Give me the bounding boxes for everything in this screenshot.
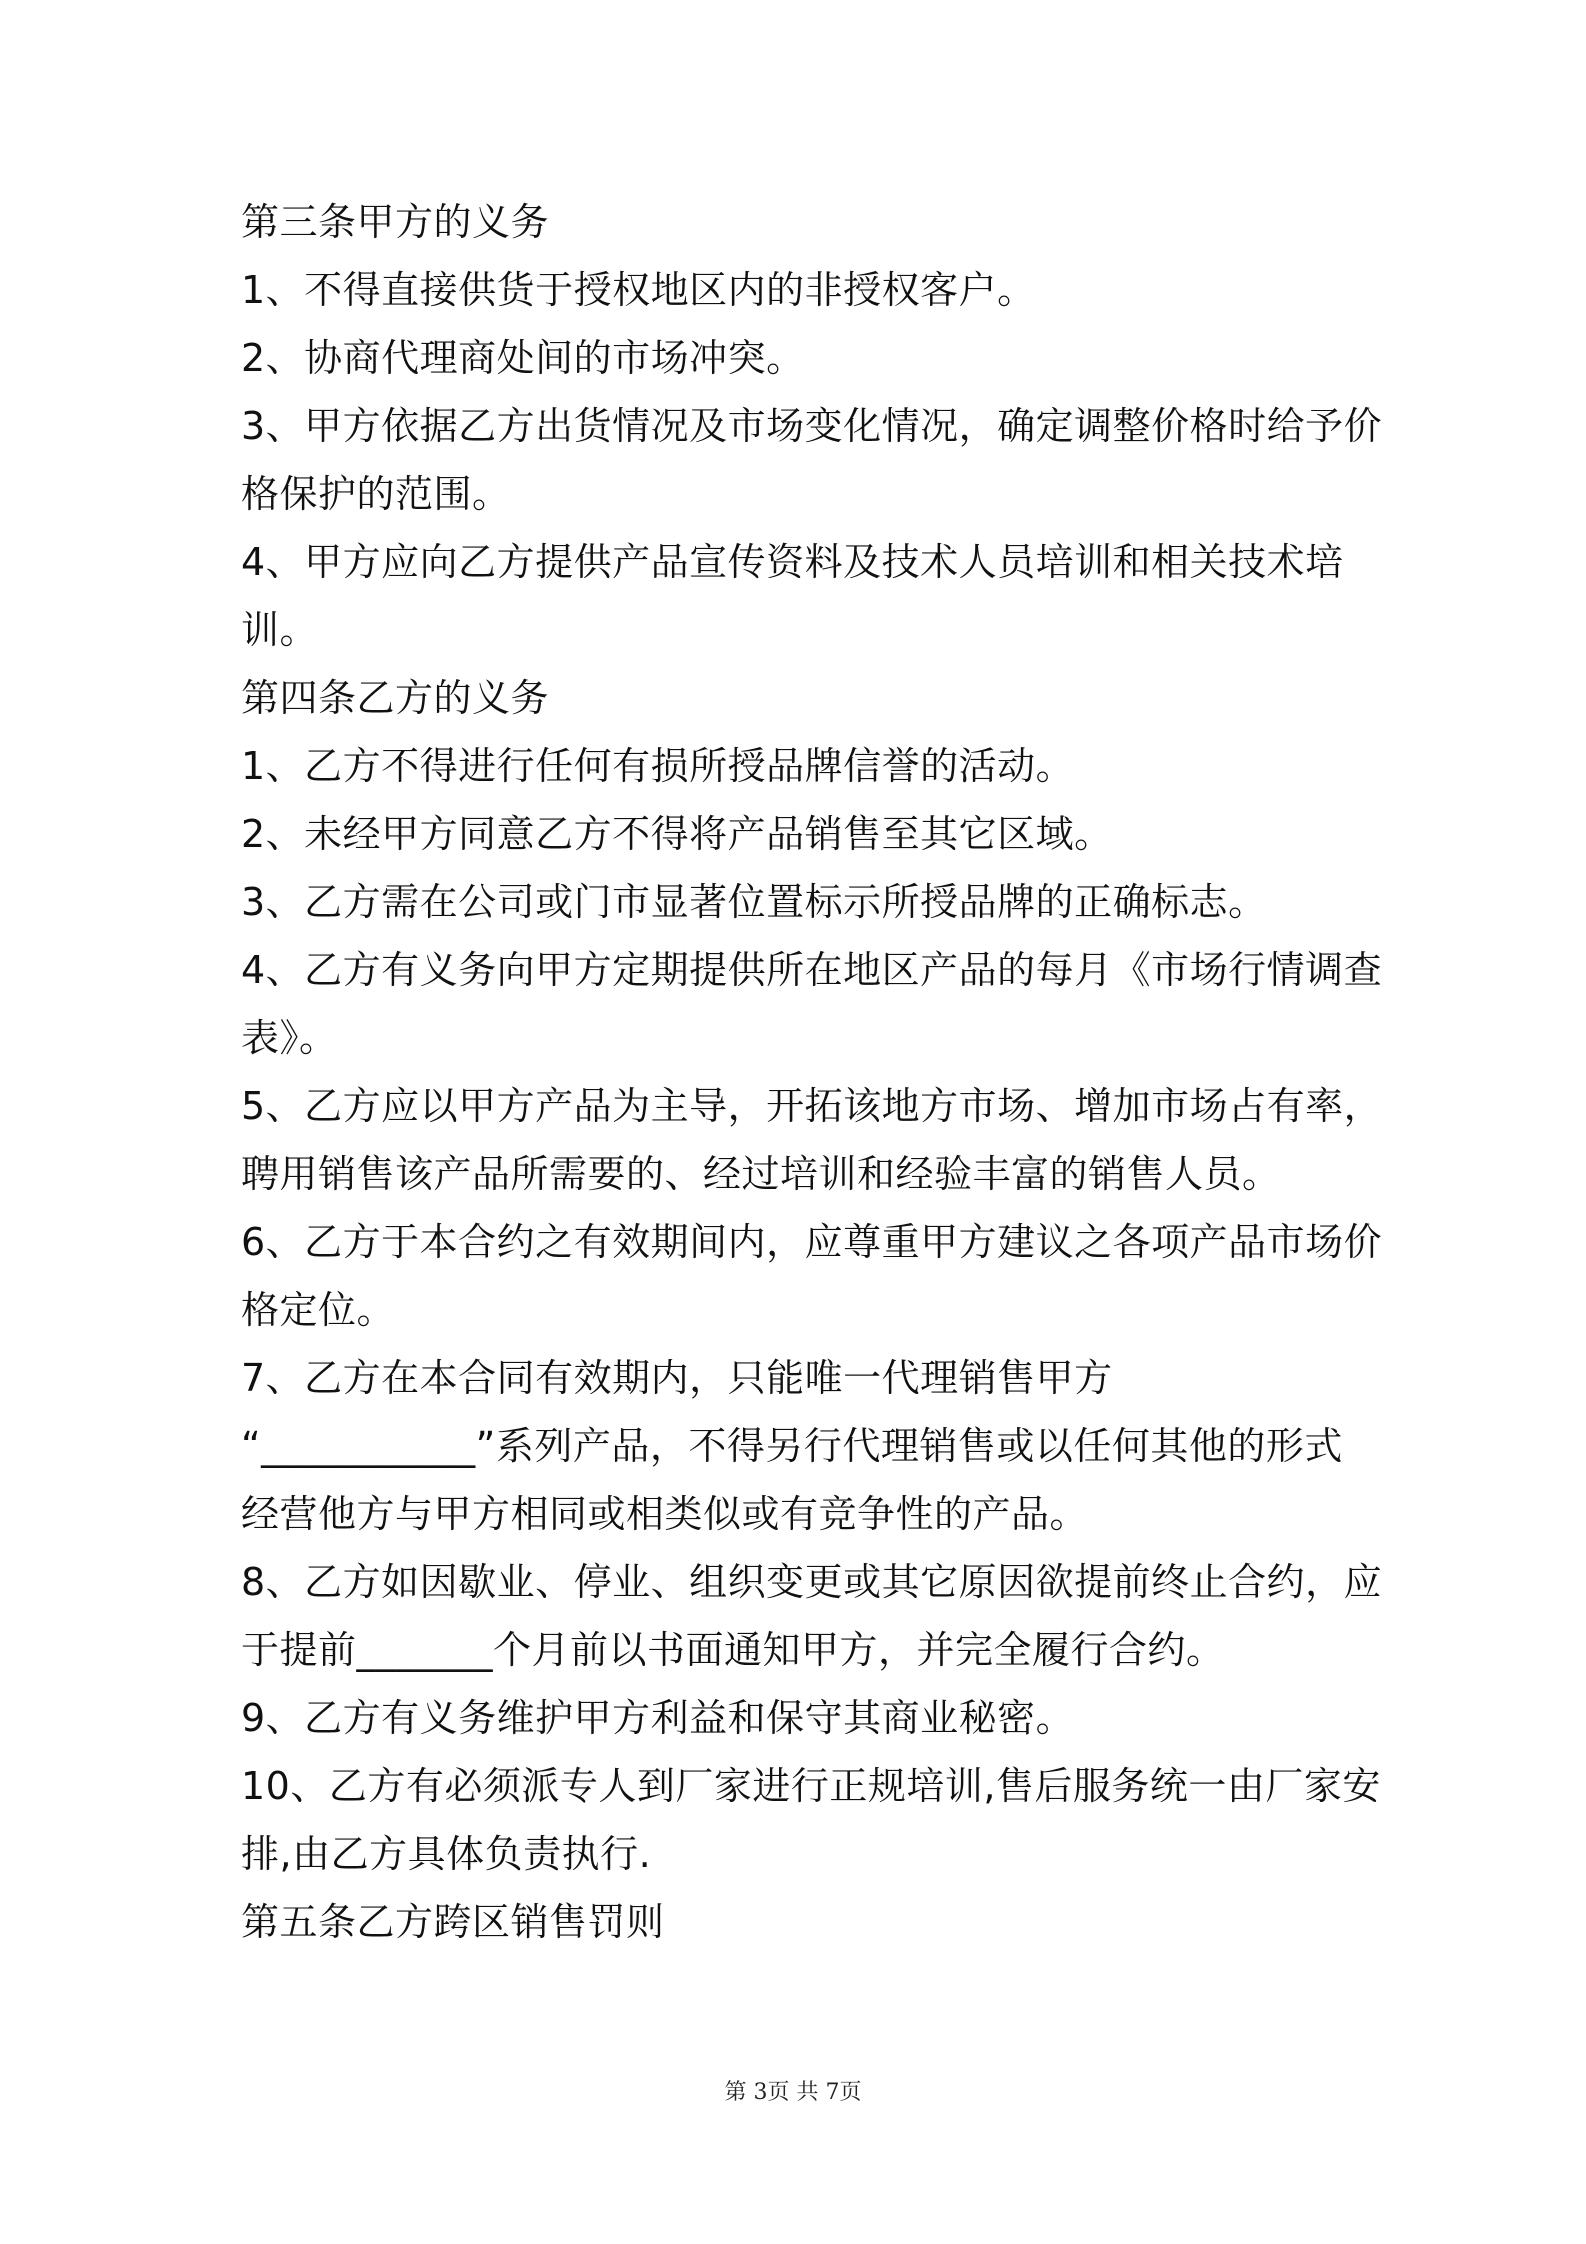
paragraph-line: 格定位。 [241,1288,396,1332]
paragraph-line: 格保护的范围。 [241,472,511,516]
paragraph-line: 3、乙方需在公司或门市显著位置标示所授品牌的正确标志。 [241,880,1267,924]
paragraph-line: “___________”系列产品，不得另行代理销售或以任何其他的形式 [241,1424,1343,1468]
paragraph-line: 8、乙方如因歇业、停业、组织变更或其它原因欲提前终止合约，应 [241,1560,1383,1604]
paragraph-line: 4、甲方应向乙方提供产品宣传资料及技术人员培训和相关技术培 [241,540,1344,584]
paragraph-line: 3、甲方依据乙方出货情况及市场变化情况，确定调整价格时给予价 [241,404,1383,448]
paragraph-line: 训。 [241,608,319,652]
page-number-footer: 第 3页 共 7页 [724,2080,862,2105]
section-heading-article-4: 第四条乙方的义务 [241,676,550,720]
paragraph-line: 4、乙方有义务向甲方定期提供所在地区产品的每月《市场行情调查 [241,948,1383,992]
paragraph-line: 2、协商代理商处间的市场冲突。 [241,336,805,380]
paragraph-line: 聘用销售该产品所需要的、经过培训和经验丰富的销售人员。 [241,1152,1281,1196]
paragraph-line: 10、乙方有必须派专人到厂家进行正规培训,售后服务统一由厂家安 [241,1764,1381,1808]
paragraph-line: 7、乙方在本合同有效期内，只能唯一代理销售甲方 [241,1356,1113,1400]
paragraph-line: 9、乙方有义务维护甲方利益和保守其商业秘密。 [241,1696,1075,1740]
document-body [241,188,1383,1956]
paragraph-line: 6、乙方于本合约之有效期间内，应尊重甲方建议之各项产品市场价 [241,1220,1383,1264]
paragraph-line: 1、乙方不得进行任何有损所授品牌信誉的活动。 [241,744,1075,788]
paragraph-line: 排,由乙方具体负责执行. [241,1832,652,1876]
paragraph-line: 5、乙方应以甲方产品为主导，开拓该地方市场、增加市场占有率， [241,1084,1383,1128]
paragraph-line: 于提前_______个月前以书面通知甲方，并完全履行合约。 [241,1628,1225,1672]
paragraph-line: 表》。 [241,1016,338,1060]
paragraph-line: 经营他方与甲方相同或相类似或有竞争性的产品。 [241,1492,1089,1536]
paragraph-line: 2、未经甲方同意乙方不得将产品销售至其它区域。 [241,812,1113,856]
section-heading-article-3: 第三条甲方的义务 [241,200,550,244]
paragraph-line: 1、不得直接供货于授权地区内的非授权客户。 [241,268,1036,312]
section-heading-article-5: 第五条乙方跨区销售罚则 [241,1900,665,1944]
